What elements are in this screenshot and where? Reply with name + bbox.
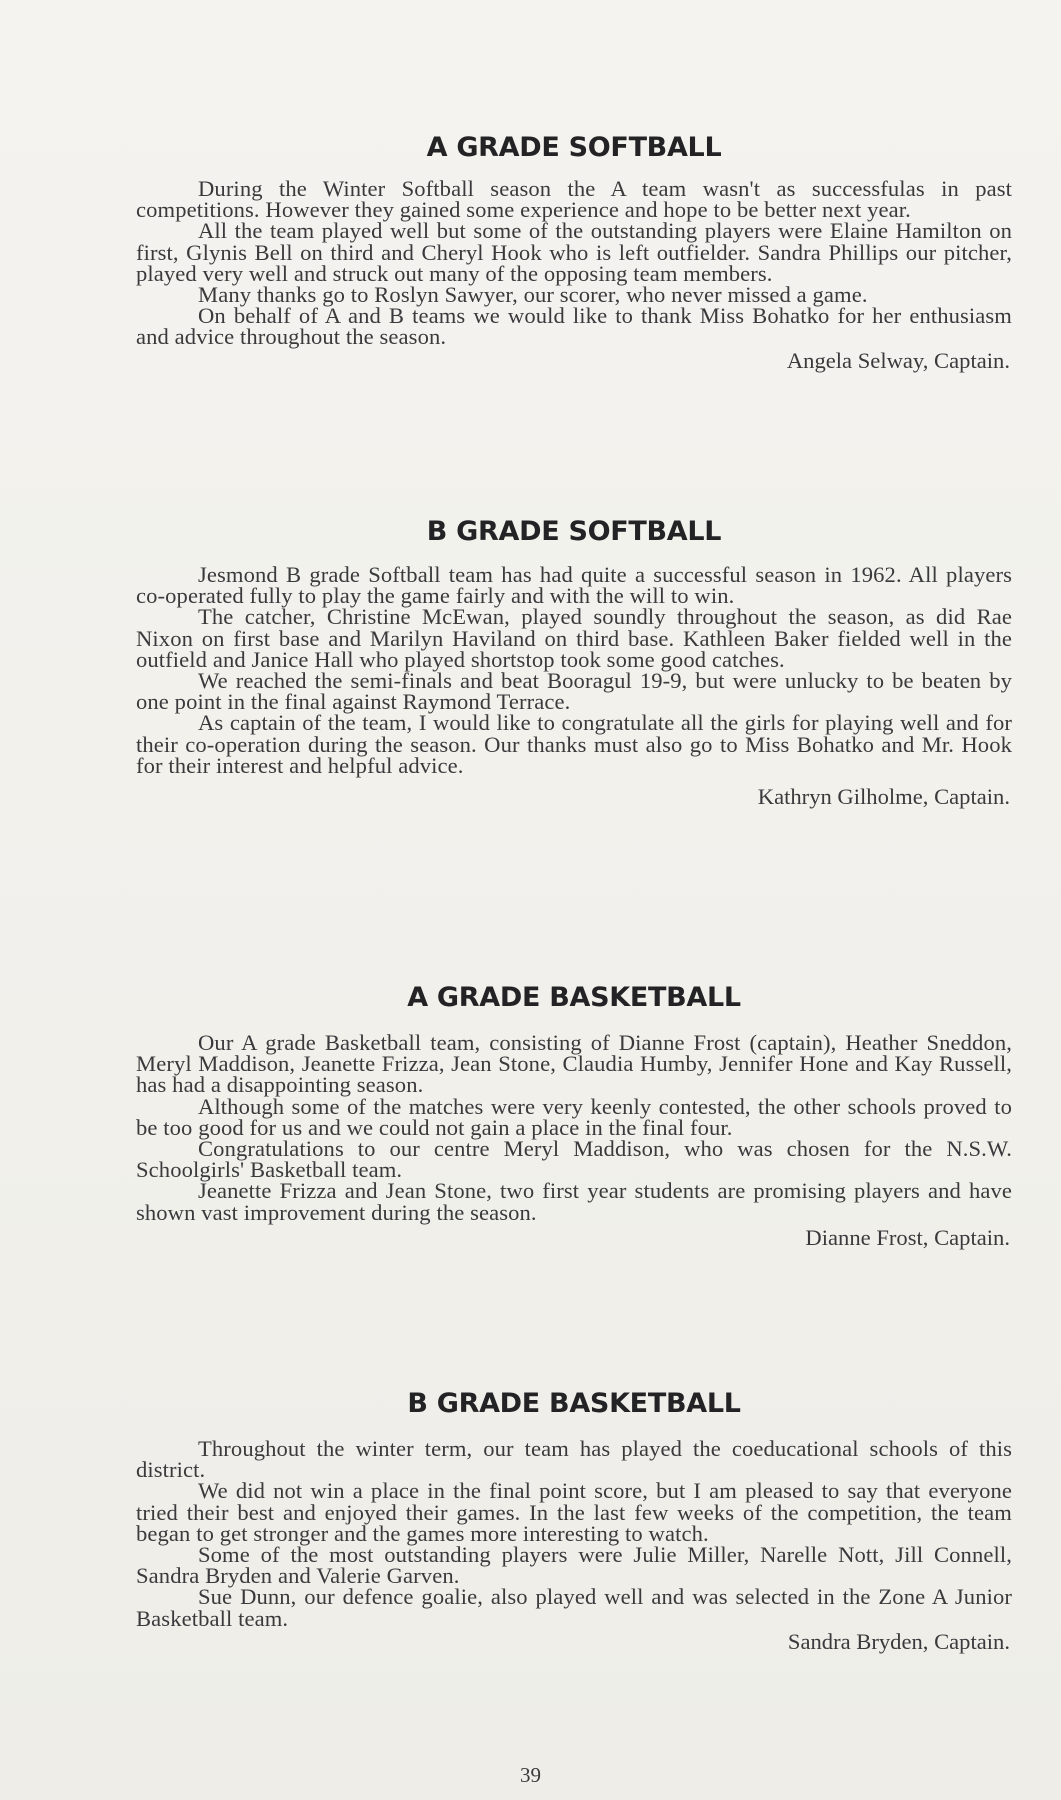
paragraph: Some of the most outstanding players were Julie Miller, Narelle Nott, Jill Connell, Sandra Bryden and Valerie Garven. — [136, 1542, 1012, 1589]
section-title-b-grade-basketball: B GRADE BASKETBALL — [407, 1388, 741, 1419]
paragraph: Many thanks go to Roslyn Sawyer, our scorer, who never missed a game. — [198, 282, 868, 308]
paragraph: All the team played well but some of the outstanding players were Elaine Hamilton on first, Glynis Bell on third and Cheryl Hook who is left outfielder. Sandra Phillips our pitcher, played very well and struck out many of the opposing team members. — [136, 218, 1012, 286]
paragraph: We reached the semi-finals and beat Booragul 19-9, but were unlucky to be beaten by one point in the final against Raymond Terrace. — [136, 668, 1012, 715]
signature: Kathryn Gilholme, Captain. — [757, 784, 1010, 810]
paragraph: Jesmond B grade Softball team has had quite a successful season in 1962. All players co-operated fully to play the game fairly and with the will to win. — [136, 562, 1012, 609]
section-body-b-grade-softball — [136, 564, 1012, 810]
section-body-a-grade-basketball — [136, 1032, 1012, 1251]
paragraph: Sue Dunn, our defence goalie, also played well and was selected in the Zone A Junior Basketball team. — [136, 1584, 1012, 1631]
paragraph: Throughout the winter term, our team has played the coeducational schools of this district. — [136, 1436, 1012, 1483]
page-number: 39 — [520, 1763, 541, 1787]
section-title-b-grade-softball: B GRADE SOFTBALL — [426, 516, 722, 547]
paragraph: The catcher, Christine McEwan, played soundly throughout the season, as did Rae Nixon on first base and Marilyn Haviland on third base. Kathleen Baker fielded well in the outfield and Janice Hall who played shortstop took some good catches. — [136, 604, 1012, 672]
paragraph: Congratulations to our centre Meryl Maddison, who was chosen for the N.S.W. Schoolgirls' Basketball team. — [136, 1136, 1012, 1183]
paragraph: As captain of the team, I would like to congratulate all the girls for playing well and for their co-operation during the season. Our thanks must also go to Miss Bohatko and Mr. Hook for their interest and helpful advice. — [136, 710, 1012, 778]
section-body-a-grade-softball — [136, 178, 1012, 374]
section-title-a-grade-softball: A GRADE SOFTBALL — [426, 132, 722, 163]
paragraph: Jeanette Frizza and Jean Stone, two first year students are promising players and have shown vast improvement during the season. — [136, 1178, 1012, 1225]
paragraph: Although some of the matches were very keenly contested, the other schools proved to be too good for us and we could not gain a place in the final four. — [136, 1093, 1012, 1140]
paragraph: Our A grade Basketball team, consisting of Dianne Frost (captain), Heather Sneddon, Meryl Maddison, Jeanette Frizza, Jean Stone, Claudia Humby, Jennifer Hone and Kay Russell, has had a disappointing season. — [136, 1030, 1012, 1098]
paragraph: We did not win a place in the final point score, but I am pleased to say that everyone tried their best and enjoyed their games. In the last few weeks of the competition, the team began to get stronger and the games more interesting to watch. — [136, 1478, 1012, 1546]
paragraph: On behalf of A and B teams we would like to thank Miss Bohatko for her enthusiasm and advice throughout the season. — [136, 303, 1012, 350]
section-title-a-grade-basketball: A GRADE BASKETBALL — [407, 982, 741, 1013]
signature: Dianne Frost, Captain. — [805, 1224, 1010, 1250]
paragraph: During the Winter Softball season the A team wasn't as successfulas in past competitions. However they gained some experience and hope to be better next year. — [136, 176, 1012, 223]
signature: Sandra Bryden, Captain. — [787, 1628, 1010, 1654]
section-body-b-grade-basketball — [136, 1438, 1012, 1655]
signature: Angela Selway, Captain. — [786, 347, 1010, 373]
